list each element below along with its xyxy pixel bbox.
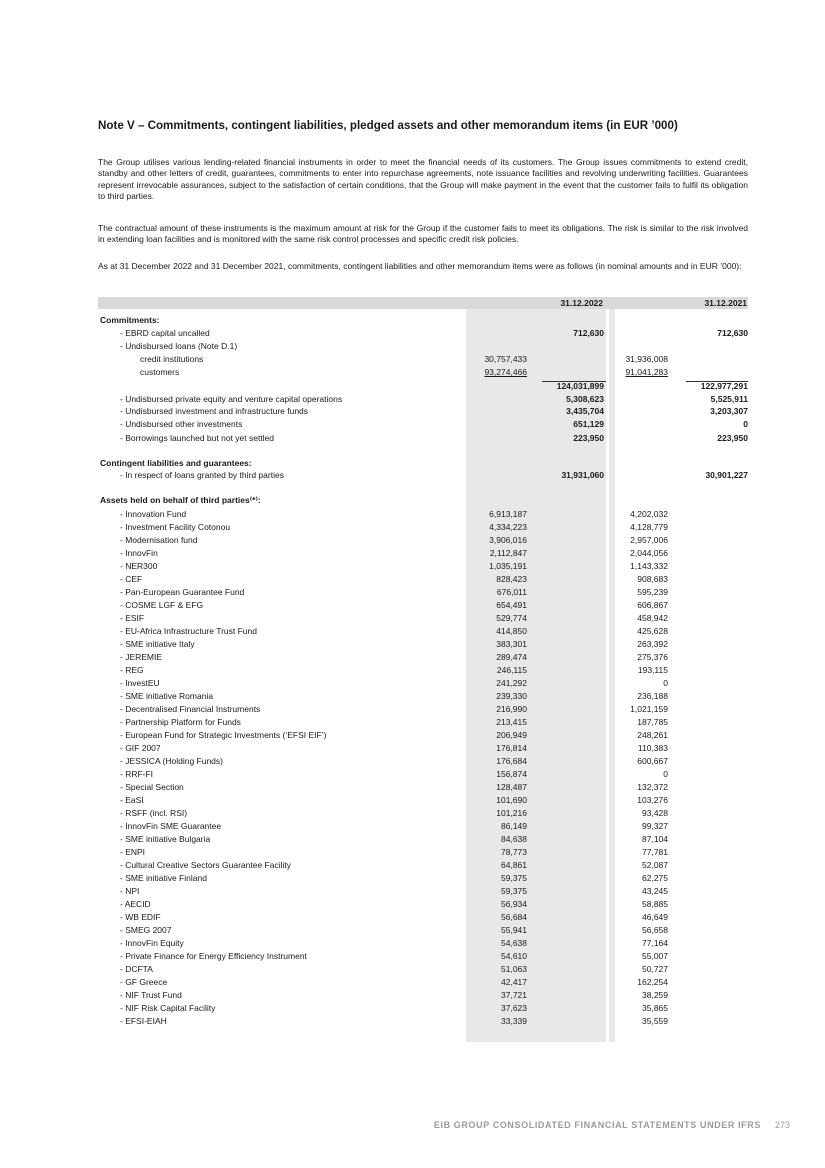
row-label: - EaSI <box>120 795 144 805</box>
row-label: - SME initiative Romania <box>120 691 214 701</box>
row-label: - GF Greece <box>120 977 168 987</box>
row-label: customers <box>140 367 180 377</box>
cell-c1: 78,773 <box>501 847 527 857</box>
cell-c4: 223,950 <box>717 433 748 443</box>
cell-c1: 654,491 <box>496 600 527 610</box>
row-label: - EFSI-EIAH <box>120 1016 167 1026</box>
cell-c1: 64,861 <box>501 860 527 870</box>
row-label: - GIF 2007 <box>120 743 161 753</box>
row-label: - Pan-European Guarantee Fund <box>120 587 245 597</box>
row-label: - Partnership Platform for Funds <box>120 717 241 727</box>
table-row <box>0 586 825 598</box>
cell-c1: 156,874 <box>496 769 527 779</box>
cell-c3: 77,781 <box>642 847 668 857</box>
cell-c1: 54,638 <box>501 938 527 948</box>
cell-c2: 651,129 <box>573 419 604 429</box>
row-label: - EBRD capital uncalled <box>120 328 210 338</box>
table-row <box>0 716 825 728</box>
table-row <box>0 625 825 637</box>
row-label: - Special Section <box>120 782 184 792</box>
cell-c1: 33,339 <box>501 1016 527 1026</box>
row-label: - SMEG 2007 <box>120 925 172 935</box>
row-label: - SME initiative Italy <box>120 639 195 649</box>
subtotal-rule <box>542 381 606 382</box>
table-row <box>0 872 825 884</box>
cell-c1: 84,638 <box>501 834 527 844</box>
table-row <box>0 911 825 923</box>
row-label: - Private Finance for Energy Efficiency Instrument <box>120 951 307 961</box>
cell-c4: 3,203,307 <box>710 406 748 416</box>
row-label: - JEREMIE <box>120 652 163 662</box>
table-row <box>0 703 825 715</box>
table-row <box>0 690 825 702</box>
cell-c3: 103,276 <box>637 795 668 805</box>
table-row <box>0 521 825 533</box>
row-label: Assets held on behalf of third parties⁽*⁾: <box>100 495 261 505</box>
cell-c4: 712,630 <box>717 328 748 338</box>
table-row <box>0 393 825 405</box>
subtotal-rule <box>686 381 748 382</box>
row-label: - Undisbursed loans (Note D.1) <box>120 341 238 351</box>
row-label: - RRF-FI <box>120 769 154 779</box>
cell-c1: 2,112,847 <box>489 548 527 558</box>
cell-c2: 712,630 <box>573 328 604 338</box>
cell-c3: 248,261 <box>637 730 668 740</box>
cell-c2: 31,931,060 <box>561 470 604 480</box>
intro-paragraph-3: As at 31 December 2022 and 31 December 2021, commitments, contingent liabilities and other memorandum items were as follows (in nominal amounts and in EUR ’000): <box>98 261 742 271</box>
cell-c3: 236,188 <box>637 691 668 701</box>
row-label: - NER300 <box>120 561 158 571</box>
cell-c1: 216,990 <box>496 704 527 714</box>
table-row <box>0 469 825 481</box>
cell-c3: 1,143,332 <box>630 561 668 571</box>
table-row <box>0 560 825 572</box>
row-label: credit institutions <box>140 354 204 364</box>
cell-c1: 86,149 <box>501 821 527 831</box>
cell-c2: 3,435,704 <box>566 406 604 416</box>
cell-c3: 38,259 <box>642 990 668 1000</box>
table-row <box>0 1002 825 1014</box>
row-label: - DCFTA <box>120 964 153 974</box>
table-row <box>0 340 825 352</box>
table-row <box>0 573 825 585</box>
row-label: - RSFF (incl. RSI) <box>120 808 188 818</box>
cell-c2: 5,308,623 <box>566 394 604 404</box>
cell-c1: 128,487 <box>496 782 527 792</box>
cell-c3: 2,044,056 <box>630 548 668 558</box>
table-row <box>0 1015 825 1027</box>
row-label: - InnovFin Equity <box>120 938 184 948</box>
cell-c3: 43,245 <box>642 886 668 896</box>
row-label: - Innovation Fund <box>120 509 187 519</box>
table-row <box>0 729 825 741</box>
table-row <box>0 353 825 365</box>
cell-c3: 77,164 <box>642 938 668 948</box>
row-label: - Investment Facility Cotonou <box>120 522 231 532</box>
cell-c4: 30,901,227 <box>705 470 748 480</box>
cell-c1: 414,850 <box>496 626 527 636</box>
cell-c1: 55,941 <box>501 925 527 935</box>
table-row <box>0 950 825 962</box>
cell-c3: 458,942 <box>637 613 668 623</box>
row-label: Contingent liabilities and guarantees: <box>100 458 252 468</box>
cell-c1: 241,292 <box>496 678 527 688</box>
table-row <box>0 418 825 430</box>
cell-c1: 6,913,187 <box>489 509 527 519</box>
intro-paragraph-2: The contractual amount of these instruments is the maximum amount at risk for the Group if the customer fails to meet its obligations. The risk is similar to the risk involved in extending loan facilities and is monitored with the same risk control processes and specific credit risk policies. <box>98 223 748 245</box>
cell-c1: 59,375 <box>501 886 527 896</box>
cell-c3: 56,658 <box>642 925 668 935</box>
table-row <box>0 807 825 819</box>
table-row <box>0 898 825 910</box>
cell-c1: 51,063 <box>501 964 527 974</box>
cell-c1: 37,721 <box>501 990 527 1000</box>
row-label: - NIF Trust Fund <box>120 990 182 1000</box>
cell-c3: 58,885 <box>642 899 668 909</box>
cell-c3: 62,275 <box>642 873 668 883</box>
cell-c3: 4,202,032 <box>630 509 668 519</box>
row-label: - InvestEU <box>120 678 160 688</box>
table-row <box>0 638 825 650</box>
row-label: - AECID <box>120 899 151 909</box>
cell-c1: 676,011 <box>496 587 527 597</box>
cell-c3: 162,254 <box>637 977 668 987</box>
cell-c4: 5,525,911 <box>710 394 748 404</box>
row-label: - Undisbursed private equity and venture capital operations <box>120 394 343 404</box>
cell-c3: 110,383 <box>637 743 668 753</box>
cell-c1: 93,274,466 <box>484 367 527 377</box>
cell-c1: 37,623 <box>501 1003 527 1013</box>
table-row <box>0 599 825 611</box>
cell-c1: 54,610 <box>501 951 527 961</box>
row-label: - Borrowings launched but not yet settled <box>120 433 275 443</box>
cell-c1: 828,423 <box>496 574 527 584</box>
cell-c3: 99,327 <box>642 821 668 831</box>
cell-c1: 239,330 <box>496 691 527 701</box>
cell-c3: 55,007 <box>642 951 668 961</box>
cell-c1: 289,474 <box>496 652 527 662</box>
cell-c1: 213,415 <box>496 717 527 727</box>
cell-c3: 908,683 <box>637 574 668 584</box>
cell-c3: 4,128,779 <box>630 522 668 532</box>
cell-c1: 42,417 <box>501 977 527 987</box>
cell-c3: 0 <box>663 678 668 688</box>
row-label: - InnovFin <box>120 548 158 558</box>
row-label: - Undisbursed other investments <box>120 419 243 429</box>
cell-c1: 4,334,223 <box>489 522 527 532</box>
cell-c3: 93,428 <box>642 808 668 818</box>
cell-c4: 0 <box>743 419 748 429</box>
cell-c4: 122,977,291 <box>700 381 748 391</box>
cell-c3: 263,392 <box>637 639 668 649</box>
table-row <box>0 612 825 624</box>
row-label: - Decentralised Financial Instruments <box>120 704 261 714</box>
cell-c3: 50,727 <box>642 964 668 974</box>
cell-c3: 31,936,008 <box>625 354 668 364</box>
intro-paragraph-1: The Group utilises various lending-related financial instruments in order to meet the financial needs of its customers. The Group issues commitments to extend credit, standby and other letters of credit, guarantees, commitments to enter into repurchase agreements, note issuance facilities and revolving underwriting facilities. Guarantees represent irrevocable assurances, subject to the satisfaction of certain conditions, that the Group will make payment in the event that the customer fails to fulfil its obligation to third parties. <box>98 157 748 201</box>
row-label: - InnovFin SME Guarantee <box>120 821 222 831</box>
cell-c1: 101,216 <box>496 808 527 818</box>
row-label: - CEF <box>120 574 143 584</box>
row-label: - REG <box>120 665 144 675</box>
cell-c3: 600,667 <box>637 756 668 766</box>
table-row <box>0 859 825 871</box>
cell-c1: 1,035,191 <box>489 561 527 571</box>
row-label: - Cultural Creative Sectors Guarantee Facility <box>120 860 292 870</box>
cell-c3: 35,559 <box>642 1016 668 1026</box>
cell-c3: 1,021,159 <box>630 704 668 714</box>
cell-c3: 132,372 <box>637 782 668 792</box>
cell-c3: 46,649 <box>642 912 668 922</box>
cell-c3: 35,865 <box>642 1003 668 1013</box>
table-row <box>0 432 825 444</box>
cell-c3: 193,115 <box>637 665 668 675</box>
cell-c1: 206,949 <box>496 730 527 740</box>
table-row <box>0 820 825 832</box>
footer-text: EIB GROUP CONSOLIDATED FINANCIAL STATEMENTS UNDER IFRS <box>433 1120 761 1130</box>
cell-c1: 246,115 <box>496 665 527 675</box>
row-label: - NPI <box>120 886 140 896</box>
cell-c3: 275,376 <box>637 652 668 662</box>
table-row <box>0 677 825 689</box>
row-label: - WB EDIF <box>120 912 161 922</box>
page-title: Note V – Commitments, contingent liabilities, pledged assets and other memorandum items (in EUR ’000) <box>98 119 678 132</box>
cell-c2: 124,031,899 <box>556 381 604 391</box>
cell-c3: 187,785 <box>637 717 668 727</box>
table-row <box>0 366 825 378</box>
row-label: - ENPI <box>120 847 146 857</box>
table-row <box>0 781 825 793</box>
row-label: - ESIF <box>120 613 145 623</box>
table-row <box>0 494 825 506</box>
table-row <box>0 989 825 1001</box>
row-label: - In respect of loans granted by third parties <box>120 470 284 480</box>
table-row <box>0 846 825 858</box>
column-header-2022: 31.12.2022 <box>560 298 603 308</box>
table-row <box>0 885 825 897</box>
table-row <box>0 768 825 780</box>
table-row <box>0 508 825 520</box>
cell-c3: 2,957,006 <box>630 535 668 545</box>
row-label: - EU-Africa Infrastructure Trust Fund <box>120 626 257 636</box>
table-row <box>0 534 825 546</box>
cell-c1: 101,690 <box>496 795 527 805</box>
table-row <box>0 755 825 767</box>
table-row <box>0 976 825 988</box>
cell-c1: 30,757,433 <box>484 354 527 364</box>
cell-c3: 425,628 <box>637 626 668 636</box>
column-header-2021: 31.12.2021 <box>704 298 747 308</box>
cell-c3: 595,239 <box>637 587 668 597</box>
table-row <box>0 547 825 559</box>
row-label: - NIF Risk Capital Facility <box>120 1003 216 1013</box>
table-row <box>0 651 825 663</box>
cell-c1: 3,906,016 <box>489 535 527 545</box>
table-row <box>0 833 825 845</box>
row-label: - SME initiative Finland <box>120 873 207 883</box>
cell-c3: 0 <box>663 769 668 779</box>
cell-c1: 56,684 <box>501 912 527 922</box>
table-row <box>0 937 825 949</box>
table-row <box>0 457 825 469</box>
row-label: Commitments: <box>100 315 160 325</box>
cell-c3: 606,867 <box>637 600 668 610</box>
table-row <box>0 405 825 417</box>
cell-c1: 176,814 <box>496 743 527 753</box>
cell-c3: 91,041,283 <box>625 367 668 377</box>
row-label: - European Fund for Strategic Investments (‘EFSI EIF’) <box>120 730 327 740</box>
cell-c1: 59,375 <box>501 873 527 883</box>
table-row <box>0 794 825 806</box>
cell-c3: 87,104 <box>642 834 668 844</box>
table-row <box>0 924 825 936</box>
table-row <box>0 742 825 754</box>
table-row <box>0 963 825 975</box>
page-number: 273 <box>774 1120 790 1130</box>
cell-c1: 176,684 <box>496 756 527 766</box>
row-label: - COSME LGF & EFG <box>120 600 204 610</box>
row-label: - JESSICA (Holding Funds) <box>120 756 223 766</box>
table-row <box>0 314 825 326</box>
row-label: - Modernisation fund <box>120 535 198 545</box>
row-label: - Undisbursed investment and infrastructure funds <box>120 406 309 416</box>
page-footer <box>300 1120 790 1130</box>
cell-c2: 223,950 <box>573 433 604 443</box>
table-row <box>0 327 825 339</box>
cell-c1: 529,774 <box>496 613 527 623</box>
cell-c1: 383,301 <box>496 639 527 649</box>
table-row <box>0 664 825 676</box>
row-label: - SME initiative Bulgaria <box>120 834 211 844</box>
cell-c1: 56,934 <box>501 899 527 909</box>
cell-c3: 52,087 <box>642 860 668 870</box>
